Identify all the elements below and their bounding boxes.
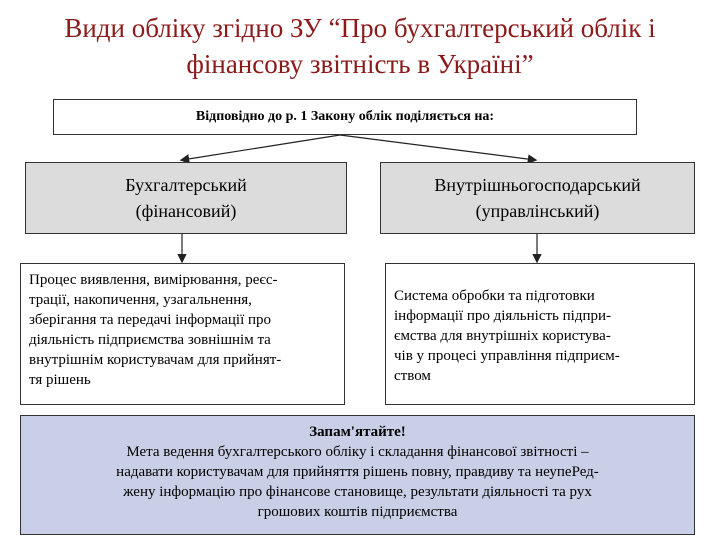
category-managerial-line1: Внутрішньогосподарський <box>434 175 641 195</box>
desc-line: зберігання та передачі інформації про <box>29 312 272 328</box>
category-financial <box>25 162 347 234</box>
desc-line: ством <box>394 368 431 384</box>
desc-line: тя рішень <box>29 372 91 388</box>
description-financial <box>20 263 345 405</box>
title-line-1: Види обліку згідно ЗУ “Про бухгалтерський облік і <box>64 13 656 43</box>
remember-note <box>20 415 695 535</box>
note-line: Мета ведення бухгалтерського обліку і складання фінансової звітності – <box>126 444 589 460</box>
desc-line: діяльність підприємства зовнішнім та <box>29 332 271 348</box>
category-financial-line2: (фінансовий) <box>135 201 237 221</box>
description-managerial <box>385 263 695 405</box>
desc-line: Система обробки та підготовки <box>394 288 595 304</box>
category-financial-line1: Бухгалтерський <box>125 175 247 195</box>
desc-line: Процес виявлення, вимірювання, реєс- <box>29 272 278 288</box>
desc-line: внутрішнім користувачам для прийнят- <box>29 352 282 368</box>
note-line: надавати користувачам для прийняття рішень повну, правдиву та неупеРед- <box>116 464 599 480</box>
intro-box: Відповідно до р. 1 Закону облік поділяється на: <box>53 99 637 135</box>
category-managerial <box>380 162 695 234</box>
desc-line: трації, накопичення, узагальнення, <box>29 292 252 308</box>
desc-line: ємства для внутрішніх користува- <box>394 328 611 344</box>
note-line: грошових коштів підприємства <box>257 504 458 520</box>
desc-line: чів у процесі управління підприєм- <box>394 348 620 364</box>
note-heading: Запам'ятайте! <box>309 424 406 440</box>
category-managerial-line2: (управлінський) <box>475 201 600 221</box>
note-line: жену інформацію про фінансове становище, результати діяльності та рух <box>123 484 592 500</box>
desc-line: інформації про діяльність підпри- <box>394 308 612 324</box>
title-line-2: фінансову звітність в Україні” <box>186 49 534 79</box>
arrow-to-managerial <box>340 135 535 160</box>
page-title <box>20 10 700 82</box>
arrow-to-financial <box>182 135 340 160</box>
